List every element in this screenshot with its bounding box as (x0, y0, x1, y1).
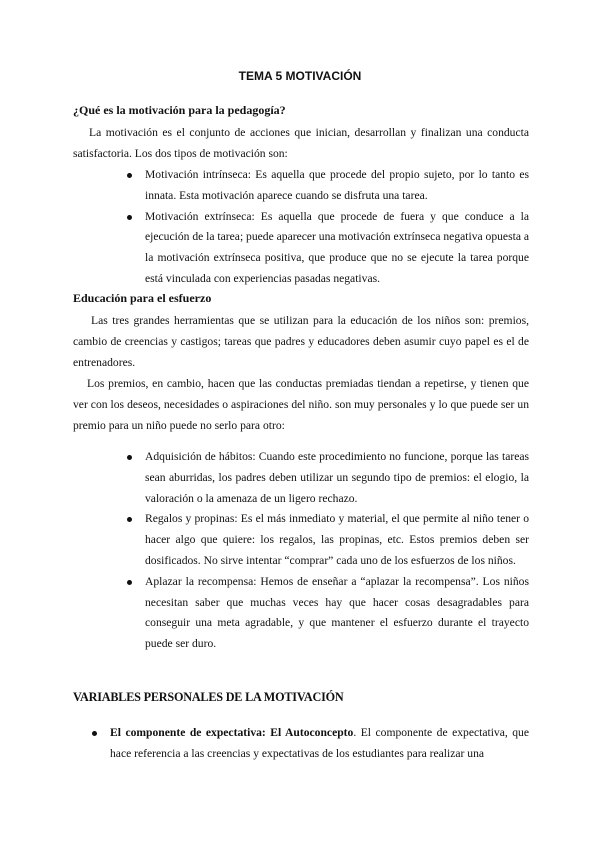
bullet-icon (127, 173, 132, 178)
list-item (145, 509, 529, 571)
bullet-icon (127, 580, 132, 585)
list-item-text: Aplazar la recompensa: Hemos de enseñar a “aplazar la recompensa”. Los niños necesitan saber que muchas veces hay que hacer cosas desagradables para conseguir una meta agradable, y que mantener el esfuerzo durante el trayecto puede ser duro. (145, 574, 529, 651)
list-item-text: Regalos y propinas: Es el más inmediato y material, el que permite al niño tener o hacer algo que quiere: los regalos, las propinas, etc. Estos premios deben ser dosificados. No sirve intentar “comprar” cada uno de los esfuerzos de los niños. (145, 512, 529, 567)
list-item (145, 447, 529, 509)
bullet-icon (92, 731, 97, 736)
list-item (145, 572, 529, 655)
bullet-icon (127, 215, 132, 220)
list-item (110, 723, 529, 765)
list-item-bold-text: El componente de expectativa: El Autoconcepto (110, 726, 354, 739)
section-heading-esfuerzo: Educación para el esfuerzo (73, 291, 212, 305)
premios-paragraph: Los premios, en cambio, hacen que las conductas premiadas tiendan a repetirse, y tienen que ver con los deseos, necesidades o aspiraciones del niño. son muy personales y lo que puede ser un premio para un niño puede no serlo para otro: (73, 377, 529, 432)
bullet-icon (127, 517, 132, 522)
variables-list (110, 723, 529, 765)
premios-list (145, 447, 529, 655)
herramientas-paragraph: Las tres grandes herramientas que se utilizan para la educación de los niños son: premios, cambio de creencias y castigos; tareas que padres y educadores deben asumir cuyo papel es el de entrenadores. (73, 314, 529, 369)
list-item-text: . El componente de expectativa, que hace referencia a las creencias y expectativas de los estudiantes para realizar una (110, 726, 529, 760)
list-item-text: Motivación intrínseca: Es aquella que procede del propio sujeto, por lo tanto es innata. Esta motivación aparece cuando se disfruta una tarea. (145, 168, 529, 202)
section-heading-motivacion: ¿Qué es la motivación para la pedagogía? (73, 103, 286, 117)
motivation-types-list (145, 165, 529, 290)
intro-paragraph: La motivación es el conjunto de acciones que inician, desarrollan y finalizan una conducta satisfactoria. Los dos tipos de motivación son: (73, 126, 529, 160)
list-item (145, 165, 529, 207)
list-item (145, 207, 529, 290)
document-title: TEMA 5 MOTIVACIÓN (238, 69, 362, 83)
list-item-text: Adquisición de hábitos: Cuando este procedimiento no funcione, porque las tareas sean aburridas, los padres deben utilizar un segundo tipo de premios: el elogio, la valoración o la amenaza de un ligero rechazo. (145, 450, 529, 505)
section-heading-variables: VARIABLES PERSONALES DE LA MOTIVACIÓN (73, 690, 344, 704)
list-item-text: Motivación extrínseca: Es aquella que procede de fuera y que conduce a la ejecución de la tarea; puede aparecer una motivación extrínseca negativa opuesta a la motivación extrínseca positiva, que produce que no se ejecute la tarea porque está vinculada con experiencias pasadas negativas. (145, 209, 530, 285)
bullet-icon (127, 455, 132, 460)
